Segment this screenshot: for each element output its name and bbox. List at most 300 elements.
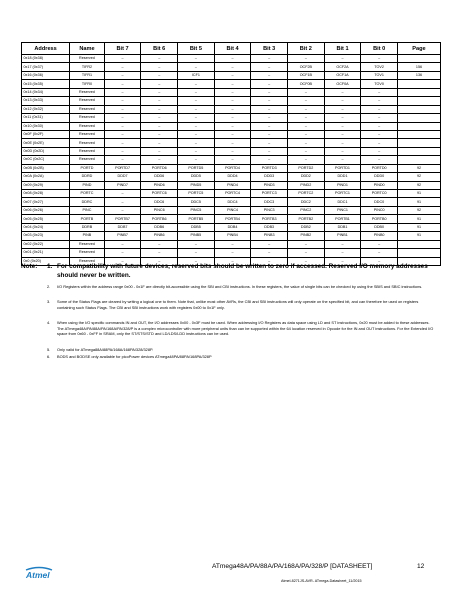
table-cell: OCF2A — [324, 63, 361, 71]
table-cell: – — [324, 97, 361, 105]
table-cell: – — [361, 147, 398, 155]
table-cell: PORTD4 — [214, 164, 251, 172]
table-cell: PORTB0 — [361, 215, 398, 223]
table-row — [22, 55, 441, 63]
table-cell: – — [141, 55, 178, 63]
table-cell: – — [141, 88, 178, 96]
table-cell: 0x05 (0x25) — [22, 215, 70, 223]
table-cell: – — [361, 55, 398, 63]
table-cell: – — [214, 63, 251, 71]
table-cell: PINB3 — [251, 232, 288, 240]
table-cell: 92 — [397, 164, 440, 172]
table-cell: – — [141, 249, 178, 257]
table-cell: – — [288, 147, 325, 155]
table-cell: PORTD1 — [324, 164, 361, 172]
table-cell: 136 — [397, 71, 440, 79]
table-cell: – — [178, 114, 215, 122]
table-cell: – — [214, 114, 251, 122]
table-cell: DDD3 — [251, 173, 288, 181]
table-cell: PORTD3 — [251, 164, 288, 172]
table-cell: 0x0E (0x2E) — [22, 139, 70, 147]
table-cell: – — [251, 139, 288, 147]
table-cell: PORTC1 — [324, 190, 361, 198]
table-cell: DDC2 — [288, 198, 325, 206]
table-cell: PINC2 — [288, 206, 325, 214]
table-cell: – — [104, 206, 141, 214]
table-cell: PIND0 — [361, 181, 398, 189]
table-cell: DDB5 — [178, 223, 215, 231]
table-cell: PIND7 — [104, 181, 141, 189]
table-cell: 0x0 (0x20) — [22, 257, 70, 265]
table-cell: 0x04 (0x24) — [22, 223, 70, 231]
table-row — [22, 249, 441, 257]
table-cell: – — [178, 63, 215, 71]
table-row — [22, 190, 441, 198]
table-cell: 0x13 (0x33) — [22, 97, 70, 105]
table-cell: PORTB1 — [324, 215, 361, 223]
table-cell: – — [104, 88, 141, 96]
table-cell: – — [288, 130, 325, 138]
table-cell: PORTB3 — [251, 215, 288, 223]
note-number: 6. — [47, 354, 51, 359]
table-cell: PINC0 — [361, 206, 398, 214]
table-cell: – — [104, 55, 141, 63]
table-cell: PINB5 — [178, 232, 215, 240]
table-cell: – — [361, 156, 398, 164]
table-cell: 0x16 (0x36) — [22, 71, 70, 79]
table-cell: DDB2 — [288, 223, 325, 231]
column-header: Bit 1 — [324, 43, 361, 55]
table-cell: – — [104, 80, 141, 88]
table-cell: – — [141, 139, 178, 147]
note-text: Some of the Status Flags are cleared by writing a logical one to them. Note that, unlike most other AVRs, the CBI and SBI instructions will only operate on the specified bit, and can therefore be used on registers containing such Status Flags. The CBI and SBI instructions work with registers 0x00 to 0x1F only. — [57, 299, 419, 310]
table-cell: – — [104, 240, 141, 248]
table-cell: – — [251, 63, 288, 71]
table-cell: 0x11 (0x31) — [22, 114, 70, 122]
table-row — [22, 63, 441, 71]
table-cell: TIFR0 — [70, 80, 105, 88]
table-cell: PORTC4 — [214, 190, 251, 198]
table-cell: – — [288, 105, 325, 113]
table-cell: – — [251, 130, 288, 138]
table-cell: – — [324, 122, 361, 130]
table-cell: 0x06 (0x26) — [22, 206, 70, 214]
table-cell: 0x0D (0x2D) — [22, 147, 70, 155]
table-cell: PIND3 — [251, 181, 288, 189]
table-cell: 92 — [397, 181, 440, 189]
table-cell: – — [141, 105, 178, 113]
note-number: 4. — [47, 320, 51, 325]
table-cell: – — [141, 130, 178, 138]
table-cell: – — [251, 80, 288, 88]
table-cell: – — [214, 97, 251, 105]
table-cell: PIND4 — [214, 181, 251, 189]
table-cell: – — [141, 122, 178, 130]
table-cell: DDD6 — [141, 173, 178, 181]
table-cell: – — [361, 249, 398, 257]
table-cell: – — [178, 156, 215, 164]
table-cell: – — [104, 198, 141, 206]
table-cell: – — [104, 249, 141, 257]
table-cell: – — [361, 130, 398, 138]
table-cell: PORTD0 — [361, 164, 398, 172]
table-cell: Reserved — [70, 88, 105, 96]
table-cell: PINC5 — [178, 206, 215, 214]
table-cell: – — [361, 114, 398, 122]
table-cell: PORTB2 — [288, 215, 325, 223]
table-cell: – — [324, 249, 361, 257]
table-cell: DDC6 — [141, 198, 178, 206]
table-cell: – — [288, 55, 325, 63]
table-cell: Reserved — [70, 240, 105, 248]
table-cell: – — [104, 114, 141, 122]
note-text: I/O Registers within the address range 0x00 - 0x1F are directly bit-accessible using the SBI and CBI instructions. In these registers, the value of single bits can be checked by using the SBIS and SBIC instructions. — [57, 284, 423, 289]
table-cell: PIND2 — [288, 181, 325, 189]
table-cell: – — [361, 97, 398, 105]
table-cell: DDD0 — [361, 173, 398, 181]
table-cell: DDC5 — [178, 198, 215, 206]
table-cell: 0x0B (0x2B) — [22, 164, 70, 172]
table-cell: 91 — [397, 198, 440, 206]
table-row — [22, 114, 441, 122]
table-cell: Reserved — [70, 105, 105, 113]
table-cell: – — [251, 122, 288, 130]
table-cell: – — [288, 156, 325, 164]
table-cell: PINB1 — [324, 232, 361, 240]
table-row — [22, 198, 441, 206]
table-row — [22, 156, 441, 164]
table-cell: PINB4 — [214, 232, 251, 240]
table-cell: DDB4 — [214, 223, 251, 231]
table-cell: 0x15 (0x35) — [22, 80, 70, 88]
table-cell: – — [251, 55, 288, 63]
table-cell — [397, 122, 440, 130]
table-cell: PORTD — [70, 164, 105, 172]
table-cell: Reserved — [70, 156, 105, 164]
table-cell: – — [288, 139, 325, 147]
table-cell: PIND6 — [141, 181, 178, 189]
table-cell: 0x17 (0x37) — [22, 63, 70, 71]
note-text: BODS and BODSE only available for picoPower devices ATmega48PA/88PA/168PA/328P — [57, 354, 212, 359]
table-cell: – — [251, 147, 288, 155]
table-cell: – — [104, 130, 141, 138]
table-cell: PORTC5 — [178, 190, 215, 198]
table-cell: – — [361, 122, 398, 130]
table-cell: TOV0 — [361, 80, 398, 88]
table-cell: – — [324, 105, 361, 113]
table-cell: 0x08 (0x28) — [22, 190, 70, 198]
table-header-row — [22, 43, 441, 55]
table-cell: – — [141, 114, 178, 122]
table-row — [22, 122, 441, 130]
table-cell: 91 — [397, 232, 440, 240]
column-header: Bit 2 — [288, 43, 325, 55]
table-cell: PIND5 — [178, 181, 215, 189]
table-cell — [397, 139, 440, 147]
table-row — [22, 147, 441, 155]
page-number: 12 — [417, 563, 425, 570]
table-cell: – — [178, 122, 215, 130]
table-cell: – — [288, 88, 325, 96]
table-row — [22, 97, 441, 105]
table-cell: PORTC2 — [288, 190, 325, 198]
table-row — [22, 105, 441, 113]
table-cell: – — [178, 130, 215, 138]
table-cell: – — [288, 122, 325, 130]
table-cell: – — [141, 97, 178, 105]
table-cell: DDD7 — [104, 173, 141, 181]
table-cell: – — [361, 257, 398, 265]
note-number: 2. — [47, 284, 51, 289]
logo-wordmark: Atmel — [26, 570, 50, 580]
table-cell: – — [178, 249, 215, 257]
table-cell: DDRC — [70, 198, 105, 206]
table-cell: DDB3 — [251, 223, 288, 231]
table-cell: DDC4 — [214, 198, 251, 206]
table-cell: 0x09 (0x29) — [22, 181, 70, 189]
table-cell: – — [288, 114, 325, 122]
note-text: For compatibility with future devices, reserved bits should be written to zero if accessed. Reserved I/O memory addresses should never be written. — [57, 263, 428, 279]
footer-document-id: Atmel-8271JS-AVR- ATmega-Datasheet_11/2015 — [281, 579, 362, 583]
table-cell: DDB0 — [361, 223, 398, 231]
table-cell: – — [104, 63, 141, 71]
table-cell: DDD5 — [178, 173, 215, 181]
table-row — [22, 71, 441, 79]
table-cell: Reserved — [70, 114, 105, 122]
table-cell: DDB7 — [104, 223, 141, 231]
table-cell: PINB7 — [104, 232, 141, 240]
table-cell: DDD4 — [214, 173, 251, 181]
table-cell: – — [104, 105, 141, 113]
table-cell: 0x0C (0x2C) — [22, 156, 70, 164]
footer-document-title: ATmega48A/PA/88A/PA/168A/PA/328/P [DATASHEET] — [212, 563, 373, 570]
table-cell: – — [178, 55, 215, 63]
note-number: 3. — [47, 299, 51, 304]
table-cell: – — [214, 240, 251, 248]
table-cell: – — [361, 139, 398, 147]
table-cell: – — [251, 156, 288, 164]
table-cell: – — [104, 257, 141, 265]
column-header: Name — [70, 43, 105, 55]
table-cell: PORTB6 — [141, 215, 178, 223]
table-cell: – — [141, 257, 178, 265]
table-cell: – — [288, 249, 325, 257]
table-cell: 91 — [397, 223, 440, 231]
column-header: Bit 3 — [251, 43, 288, 55]
table-cell: Reserved — [70, 55, 105, 63]
table-cell: – — [324, 147, 361, 155]
table-cell: – — [178, 80, 215, 88]
table-cell: – — [324, 114, 361, 122]
note-text: When using the I/O specific commands IN and OUT, the I/O addresses 0x00 - 0x3F must be used. When addressing I/O Registers as data space using LD and ST instructions, 0x20 must be added to these addresses. The ATmega48A/PA/88A/PA/168A/PA/328/P is a complex microcontroller with more peripheral units than can be supported within the 64 location reserved in Opcode for the IN and OUT instructions. For the Extended I/O space from 0x60 - 0xFF in SRAM, only the ST/STS/STD and LD/LDS/LDD instructions can be used. — [57, 320, 434, 337]
table-cell: 0x10 (0x30) — [22, 122, 70, 130]
table-cell: Reserved — [70, 130, 105, 138]
table-cell: – — [178, 88, 215, 96]
table-cell — [397, 55, 440, 63]
table-cell: 0x14 (0x34) — [22, 88, 70, 96]
table-cell: OCF1B — [288, 71, 325, 79]
table-cell: DDB6 — [141, 223, 178, 231]
table-cell: – — [178, 97, 215, 105]
table-cell: PORTB — [70, 215, 105, 223]
table-row — [22, 130, 441, 138]
table-cell — [397, 80, 440, 88]
table-cell: PORTD7 — [104, 164, 141, 172]
table-cell: – — [178, 139, 215, 147]
table-cell: – — [288, 257, 325, 265]
table-cell: 91 — [397, 215, 440, 223]
table-cell: Reserved — [70, 97, 105, 105]
table-cell: – — [214, 257, 251, 265]
table-cell: PORTB5 — [178, 215, 215, 223]
table-cell: PIND1 — [324, 181, 361, 189]
table-row — [22, 215, 441, 223]
table-cell: ICF1 — [178, 71, 215, 79]
table-cell: DDRD — [70, 173, 105, 181]
table-cell: 156 — [397, 63, 440, 71]
table-cell: TOV1 — [361, 71, 398, 79]
table-row — [22, 139, 441, 147]
column-header: Bit 5 — [178, 43, 215, 55]
table-cell: PORTD2 — [288, 164, 325, 172]
table-cell: DDRB — [70, 223, 105, 231]
table-cell: – — [361, 105, 398, 113]
table-cell — [397, 114, 440, 122]
table-cell: DDC1 — [324, 198, 361, 206]
column-header: Bit 7 — [104, 43, 141, 55]
table-cell: 0x07 (0x27) — [22, 198, 70, 206]
table-cell: – — [214, 88, 251, 96]
table-row — [22, 232, 441, 240]
table-cell: – — [104, 156, 141, 164]
table-cell: 0x18 (0x38) — [22, 55, 70, 63]
table-cell: – — [141, 147, 178, 155]
table-cell: PORTB4 — [214, 215, 251, 223]
table-cell: – — [104, 190, 141, 198]
column-header: Bit 0 — [361, 43, 398, 55]
table-cell — [397, 240, 440, 248]
table-row — [22, 164, 441, 172]
table-cell: – — [251, 240, 288, 248]
table-cell — [397, 249, 440, 257]
table-cell: PINC1 — [324, 206, 361, 214]
table-cell: 0x03 (0x23) — [22, 232, 70, 240]
table-cell: – — [214, 130, 251, 138]
table-cell: – — [324, 55, 361, 63]
table-cell: 0x12 (0x32) — [22, 105, 70, 113]
table-row — [22, 223, 441, 231]
table-cell: – — [251, 71, 288, 79]
table-row — [22, 240, 441, 248]
table-cell: – — [251, 114, 288, 122]
table-row — [22, 80, 441, 88]
notes-title: Note: — [21, 263, 38, 270]
note-text: Only valid for ATmega88A/88PA/168A/168PA/328/328P. — [57, 347, 154, 352]
table-cell: – — [251, 249, 288, 257]
table-cell: – — [288, 97, 325, 105]
table-cell: 0x0F (0x2F) — [22, 130, 70, 138]
table-cell: PORTC0 — [361, 190, 398, 198]
table-cell: – — [251, 88, 288, 96]
table-cell — [397, 88, 440, 96]
table-cell: 91 — [397, 190, 440, 198]
table-cell: – — [214, 55, 251, 63]
table-cell: PIND — [70, 181, 105, 189]
table-cell — [397, 156, 440, 164]
table-cell — [397, 130, 440, 138]
table-cell: PINB — [70, 232, 105, 240]
table-cell: – — [361, 240, 398, 248]
table-cell: PORTC3 — [251, 190, 288, 198]
table-cell: – — [141, 63, 178, 71]
table-cell: – — [214, 249, 251, 257]
table-cell: – — [324, 240, 361, 248]
table-cell: – — [324, 257, 361, 265]
note-number: 5. — [47, 347, 51, 352]
table-cell: – — [178, 105, 215, 113]
table-cell: OCF1A — [324, 71, 361, 79]
table-cell: – — [361, 88, 398, 96]
table-cell: PORTC6 — [141, 190, 178, 198]
table-cell: PINB6 — [141, 232, 178, 240]
table-cell: Reserved — [70, 122, 105, 130]
table-cell: – — [141, 156, 178, 164]
table-cell: – — [251, 97, 288, 105]
column-header: Bit 6 — [141, 43, 178, 55]
table-cell: TOV2 — [361, 63, 398, 71]
table-cell: – — [324, 156, 361, 164]
table-cell: PINC6 — [141, 206, 178, 214]
table-cell: – — [214, 147, 251, 155]
table-cell: – — [141, 71, 178, 79]
table-cell: Reserved — [70, 147, 105, 155]
table-cell: 0x02 (0x22) — [22, 240, 70, 248]
table-cell: OCF2B — [288, 63, 325, 71]
table-cell: Reserved — [70, 139, 105, 147]
table-cell: PINC — [70, 206, 105, 214]
table-cell: DDD2 — [288, 173, 325, 181]
table-cell: – — [104, 97, 141, 105]
table-cell: – — [251, 257, 288, 265]
table-cell: – — [251, 105, 288, 113]
table-cell: – — [104, 139, 141, 147]
column-header: Address — [22, 43, 70, 55]
table-cell: – — [178, 240, 215, 248]
table-cell: DDC3 — [251, 198, 288, 206]
table-body — [22, 55, 441, 266]
table-cell: TIFR2 — [70, 63, 105, 71]
table-cell: – — [324, 88, 361, 96]
table-cell: – — [214, 71, 251, 79]
table-cell: TIFR1 — [70, 71, 105, 79]
table-cell: – — [214, 80, 251, 88]
table-cell: – — [178, 257, 215, 265]
table-row — [22, 181, 441, 189]
table-cell — [397, 147, 440, 155]
table-cell: – — [324, 139, 361, 147]
column-header: Bit 4 — [214, 43, 251, 55]
atmel-logo — [25, 566, 53, 580]
table-cell: – — [141, 240, 178, 248]
note-number: 1. — [47, 263, 53, 270]
table-cell — [397, 105, 440, 113]
table-cell: 0x0A (0x2A) — [22, 173, 70, 181]
table-cell: – — [104, 122, 141, 130]
table-cell: – — [288, 240, 325, 248]
table-cell: 0x01 (0x21) — [22, 249, 70, 257]
table-cell: DDB1 — [324, 223, 361, 231]
table-row — [22, 206, 441, 214]
